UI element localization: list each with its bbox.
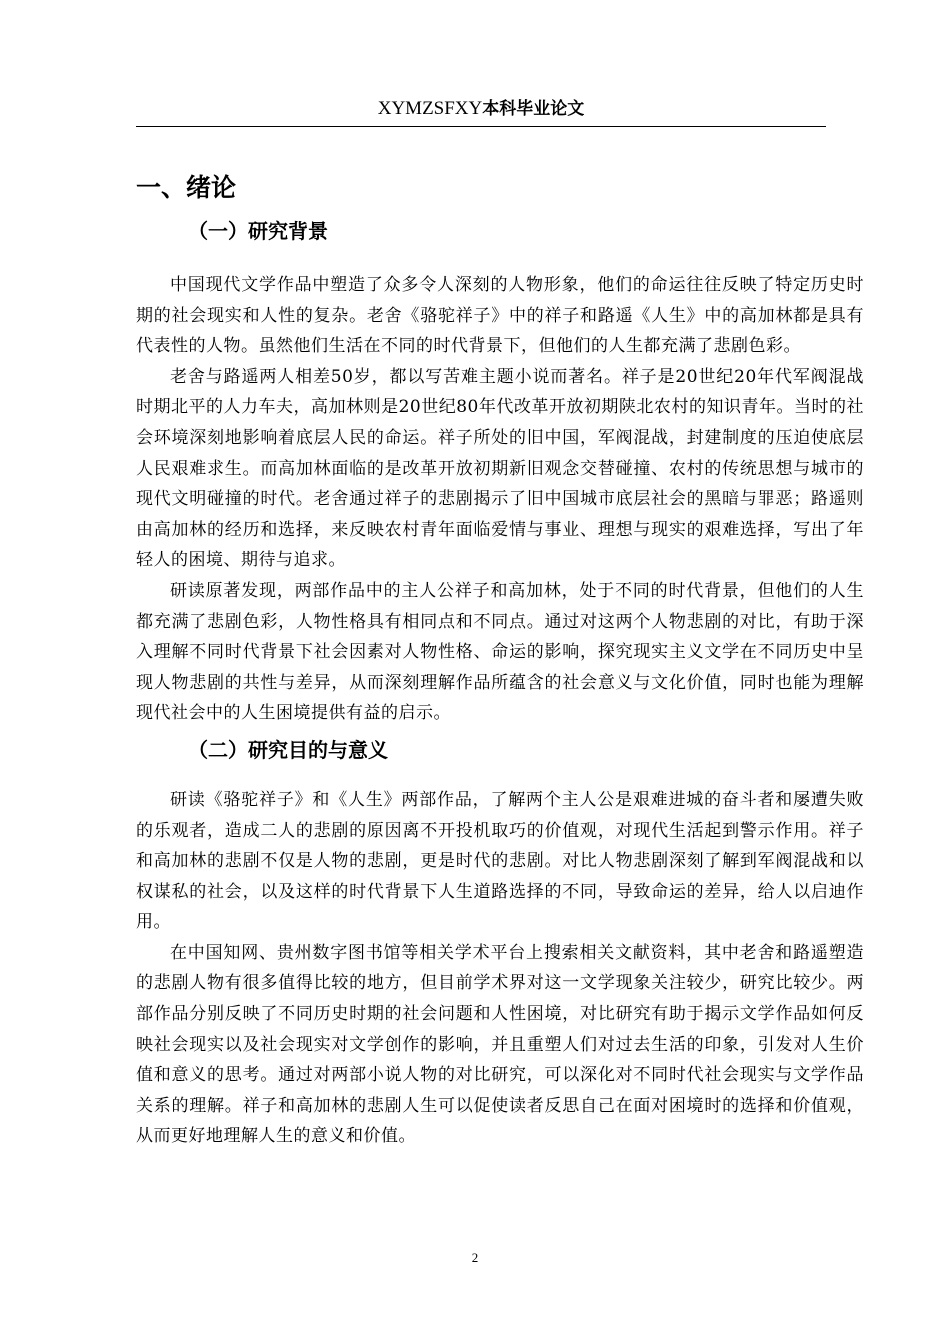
paragraph: 中国现代文学作品中塑造了众多令人深刻的人物形象，他们的命运往往反映了特定历史时期的社会现实和人性的复杂。老舍《骆驼祥子》中的祥子和路遥《人生》中的高加林都是具有代表性的人物。虽然他们生活在不同的时代背景下，但他们的人生都充满了悲剧色彩。 — [136, 275, 864, 357]
paragraph: 研读《骆驼祥子》和《人生》两部作品，了解两个主人公是艰难进城的奋斗者和屡遭失败的乐观者，造成二人的悲剧的原因离不开投机取巧的价值观，对现代生活起到警示作用。祥子和高加林的悲剧不仅是人物的悲剧，更是时代的悲剧。对比人物悲剧深刻了解到军阀混战和以权谋私的社会，以及这样的时代背景下人生道路选择的不同，导致命运的差异，给人以启迪作用。 — [136, 789, 864, 933]
chapter-title: 一、绪论 — [136, 173, 237, 202]
paragraph: 老舍与路遥两人相差50岁，都以写苦难主题小说而著名。祥子是20世纪20年代军阀混战时期北平的人力车夫，高加林则是20世纪80年代改革开放初期陕北农村的知识青年。当时的社会环境深刻地影响着底层人民的命运。祥子所处的旧中国，军阀混战，封建制度的压迫使底层人民艰难求生。而高加林面临的是改革开放初期新旧观念交替碰撞、农村的传统思想与城市的现代文明碰撞的时代。老舍通过祥子的悲剧揭示了旧中国城市底层社会的黑暗与罪恶；路遥则由高加林的经历和选择，来反映农村青年面临爱情与事业、理想与现实的艰难选择，写出了年轻人的困境、期待与追求。 — [136, 366, 864, 571]
page-number: 2 — [471, 1250, 479, 1265]
header-code: XYMZSFXY — [377, 98, 483, 119]
running-header — [136, 95, 826, 127]
header-title: 本科毕业论文 — [482, 99, 585, 119]
paragraph: 在中国知网、贵州数字图书馆等相关学术平台上搜索相关文献资料，其中老舍和路遥塑造的悲剧人物有很多值得比较的地方，但目前学术界对这一文学现象关注较少，研究比较少。两部作品分别反映了不同历史时期的社会问题和人性困境，对比研究有助于揭示文学作品如何反映社会现实以及社会现实对文学创作的影响，并且重塑人们对过去生活的印象，引发对人生价值和意义的思考。通过对两部小说人物的对比研究，可以深化对不同时代社会现实与文学作品关系的理解。祥子和高加林的悲剧人生可以促使读者反思自己在面对困境时的选择和价值观，从而更好地理解人生的意义和价值。 — [136, 942, 864, 1147]
section-title-purpose: （二）研究目的与意义 — [188, 737, 388, 762]
section-title-background: （一）研究背景 — [188, 219, 328, 243]
body-content — [136, 170, 864, 1152]
paragraph: 研读原著发现，两部作品中的主人公祥子和高加林，处于不同的时代背景，但他们的人生都充满了悲剧色彩，人物性格具有相同点和不同点。通过对这两个人物悲剧的对比，有助于深入理解不同时代背景下社会因素对人物性格、命运的影响，探究现实主义文学在不同历史中呈现人物悲剧的共性与差异，从而深刻理解作品所蕴含的社会意义与文化价值，同时也能为理解现代社会中的人生困境提供有益的启示。 — [136, 580, 864, 724]
